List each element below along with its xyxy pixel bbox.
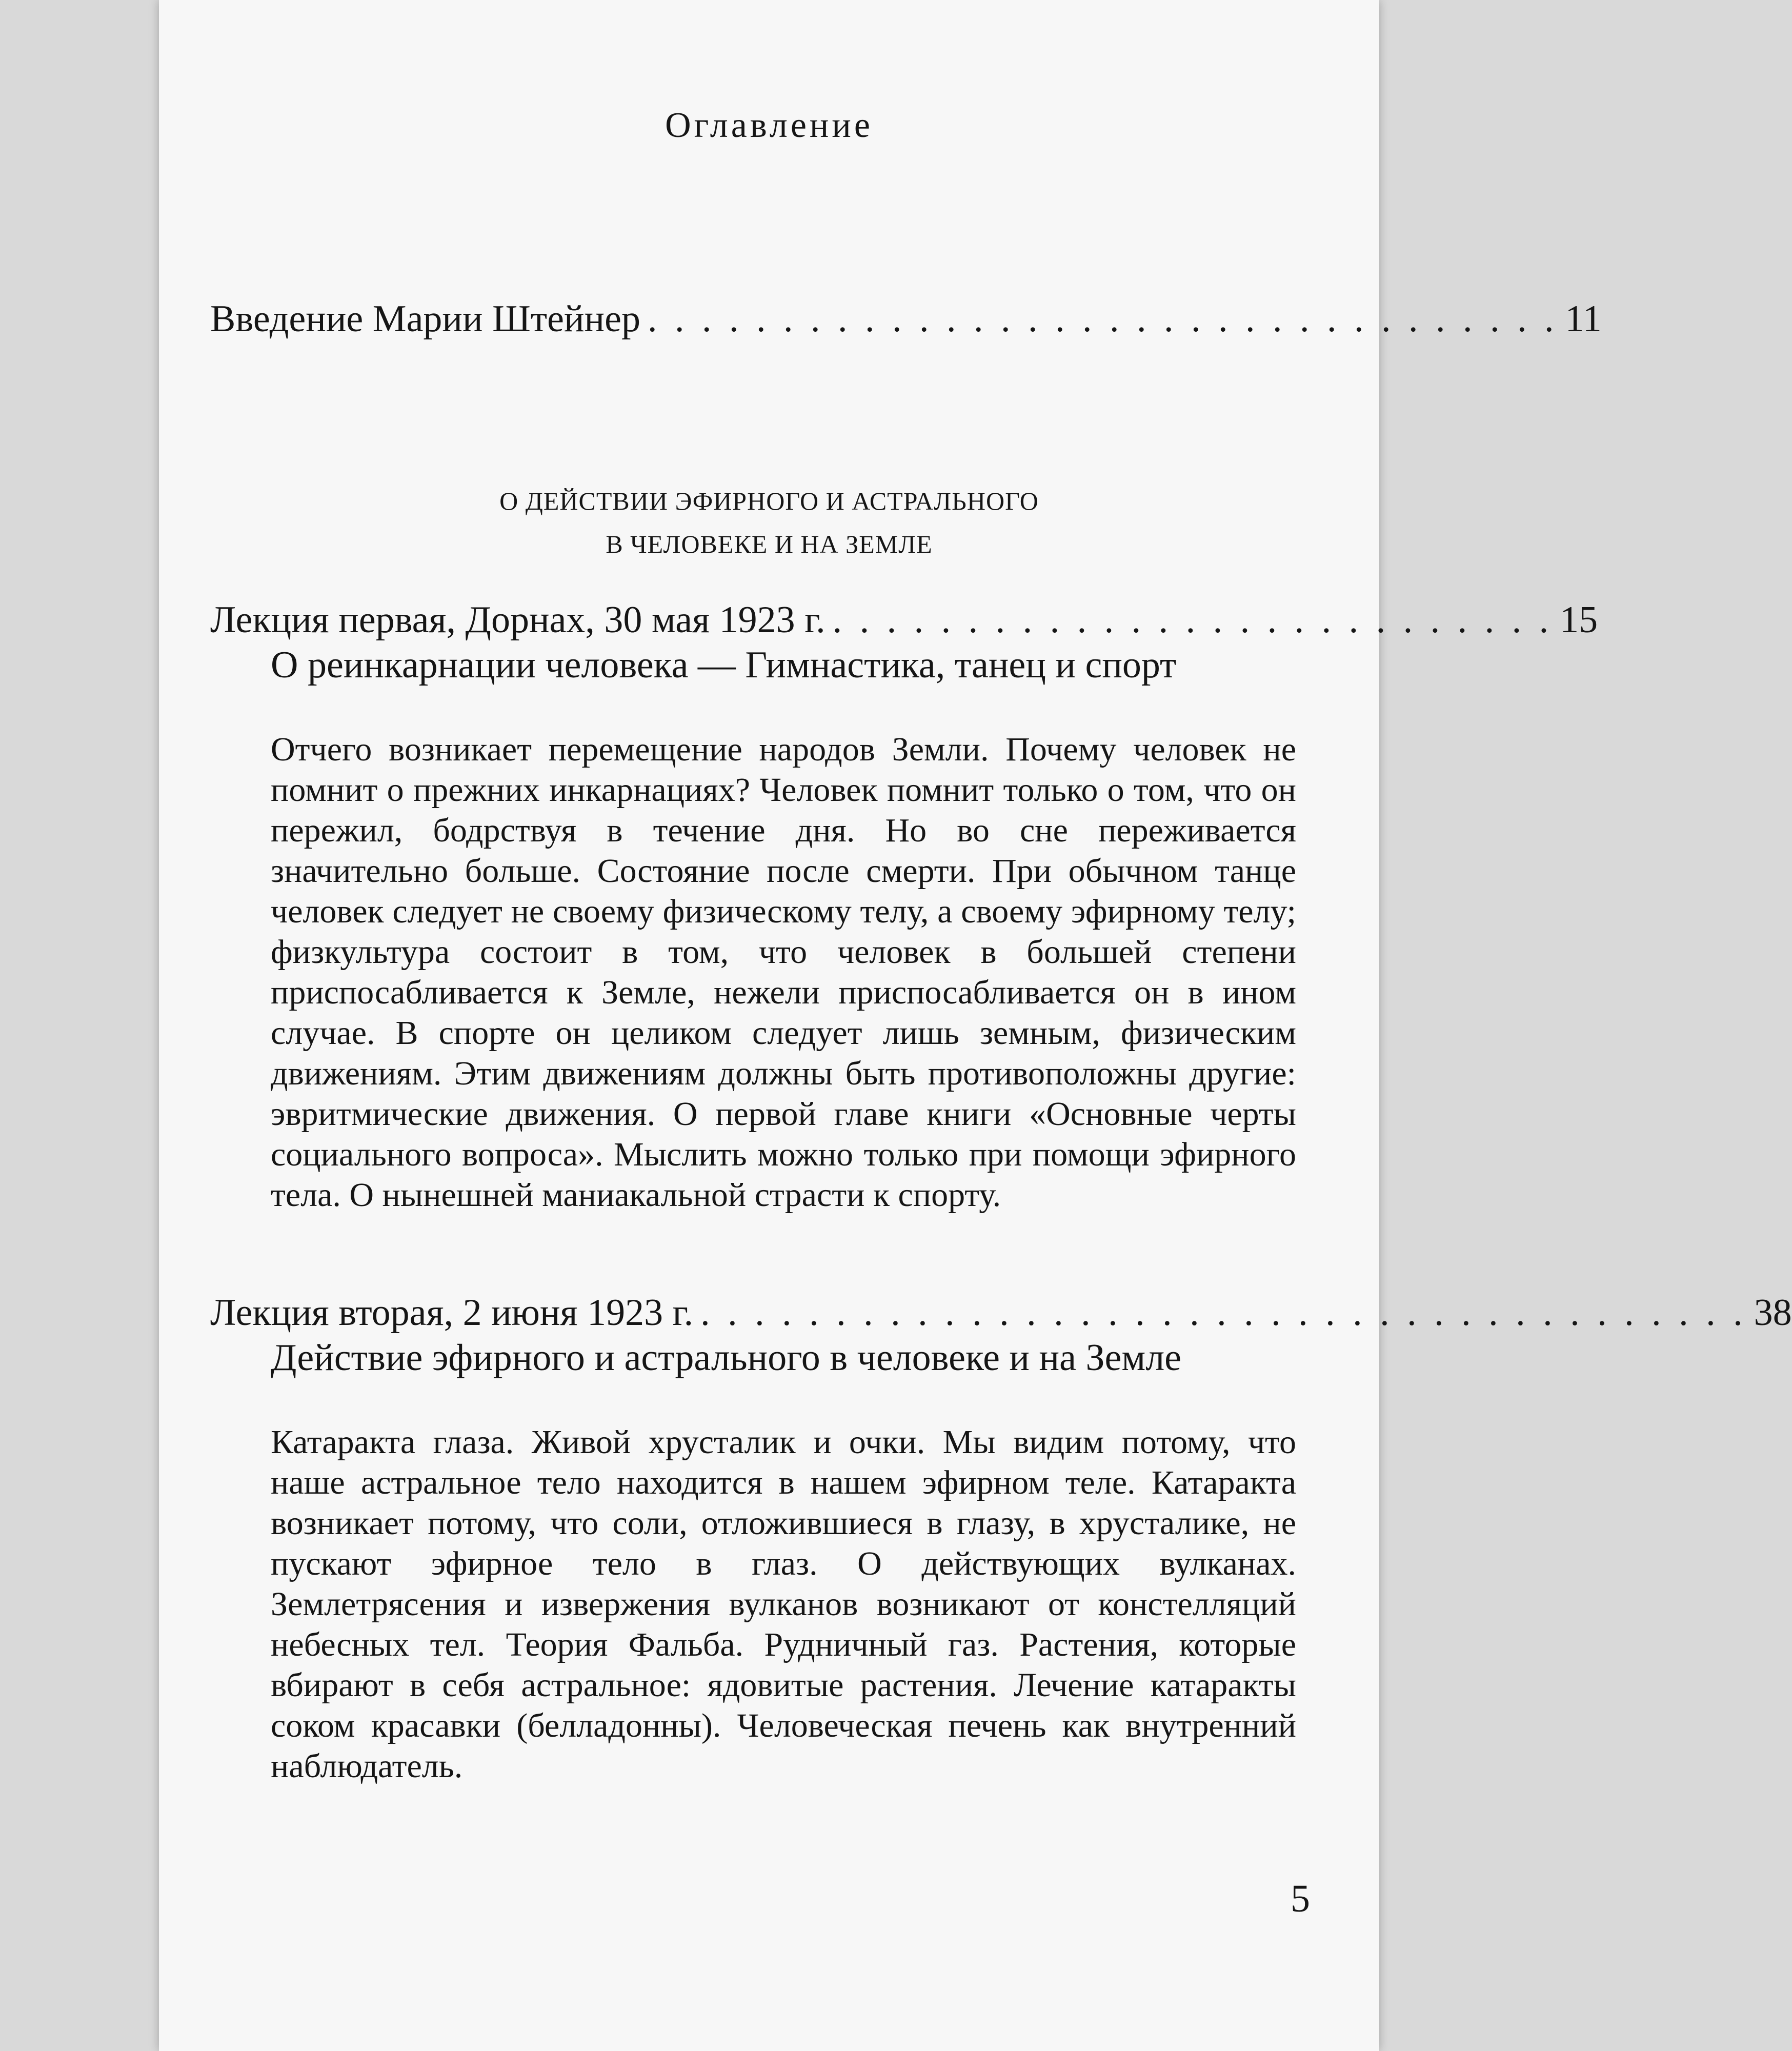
- section-heading: [159, 479, 1379, 566]
- lecture-1-summary: Отчего возникает перемещение народов Земли. Почему человек не помнит о прежних инкарнациях? Человек помнит только о том, что он пережил, бодрствуя в течение дня. Но во сне переживается значительно больше. Состояние после смерти. При обычном танце человек следует не своему физическому телу, а своему эфирному телу; физкультура состоит в том, что человек в большей степени приспосабливается к Земле, нежели приспосабливается он в ином случае. В спорте он целиком следует лишь земным, физическим движениям. Этим движениям должны быть противоположны другие: эвритмические движения. О первой главе книги «Основные черты социального вопроса». Мыслить можно только при помощи эфирного тела. О нынешней маниакальной страсти к спорту.: [271, 731, 1296, 1214]
- book-page: [159, 0, 1792, 2051]
- toc-entry-label: Лекция вторая, 2 июня 1923 г.: [210, 1292, 694, 1334]
- page-number: 5: [1291, 1877, 1310, 1920]
- toc-entry-lecture-2[interactable]: [210, 1292, 1792, 1334]
- toc-entry-lecture-1[interactable]: [210, 599, 1598, 641]
- toc-page-number: 38: [1754, 1292, 1792, 1334]
- toc-entry-label: Лекция первая, Дорнах, 30 мая 1923 г.: [210, 599, 825, 641]
- toc-entry-introduction[interactable]: [210, 298, 1602, 340]
- page-title: Оглавление: [665, 106, 873, 145]
- lecture-2-title: Действие эфирного и астрального в человеке и на Земле: [271, 1337, 1181, 1379]
- toc-entry-label: Введение Марии Штейнер: [210, 298, 641, 340]
- toc-leader-dots: . . . . . . . . . . . . . . . . . . . . . . . . . . . . . . . . . .: [648, 298, 1558, 340]
- toc-page-number: 11: [1565, 298, 1602, 340]
- toc-leader-dots: . . . . . . . . . . . . . . . . . . . . . . . . . . .: [832, 599, 1553, 641]
- toc-page-number: 15: [1560, 599, 1598, 641]
- toc-leader-dots: . . . . . . . . . . . . . . . . . . . . . . . . . . . . . . . . . . . . . . .: [700, 1292, 1747, 1334]
- section-heading-line: О ДЕЙСТВИИ ЭФИРНОГО И АСТРАЛЬНОГО: [499, 487, 1039, 515]
- section-heading-line: В ЧЕЛОВЕКЕ И НА ЗЕМЛЕ: [606, 530, 933, 558]
- lecture-1-title: О реинкарнации человека — Гимнастика, танец и спорт: [271, 644, 1177, 686]
- lecture-2-summary: Катаракта глаза. Живой хрусталик и очки. Мы видим потому, что наше астральное тело находится в нашем эфирном теле. Катаракта возникает потому, что соли, отложившиеся в глазу, в хрусталике, не пускают эфирное тело в глаз. О действующих вулканах. Землетрясения и извержения вулканов возникают от констелляций небесных тел. Теория Фальба. Рудничный газ. Растения, которые вбирают в себя астральное: ядовитые растения. Лечение катаракты соком красавки (белладонны). Человеческая печень как внутренний наблюдатель.: [271, 1423, 1296, 1785]
